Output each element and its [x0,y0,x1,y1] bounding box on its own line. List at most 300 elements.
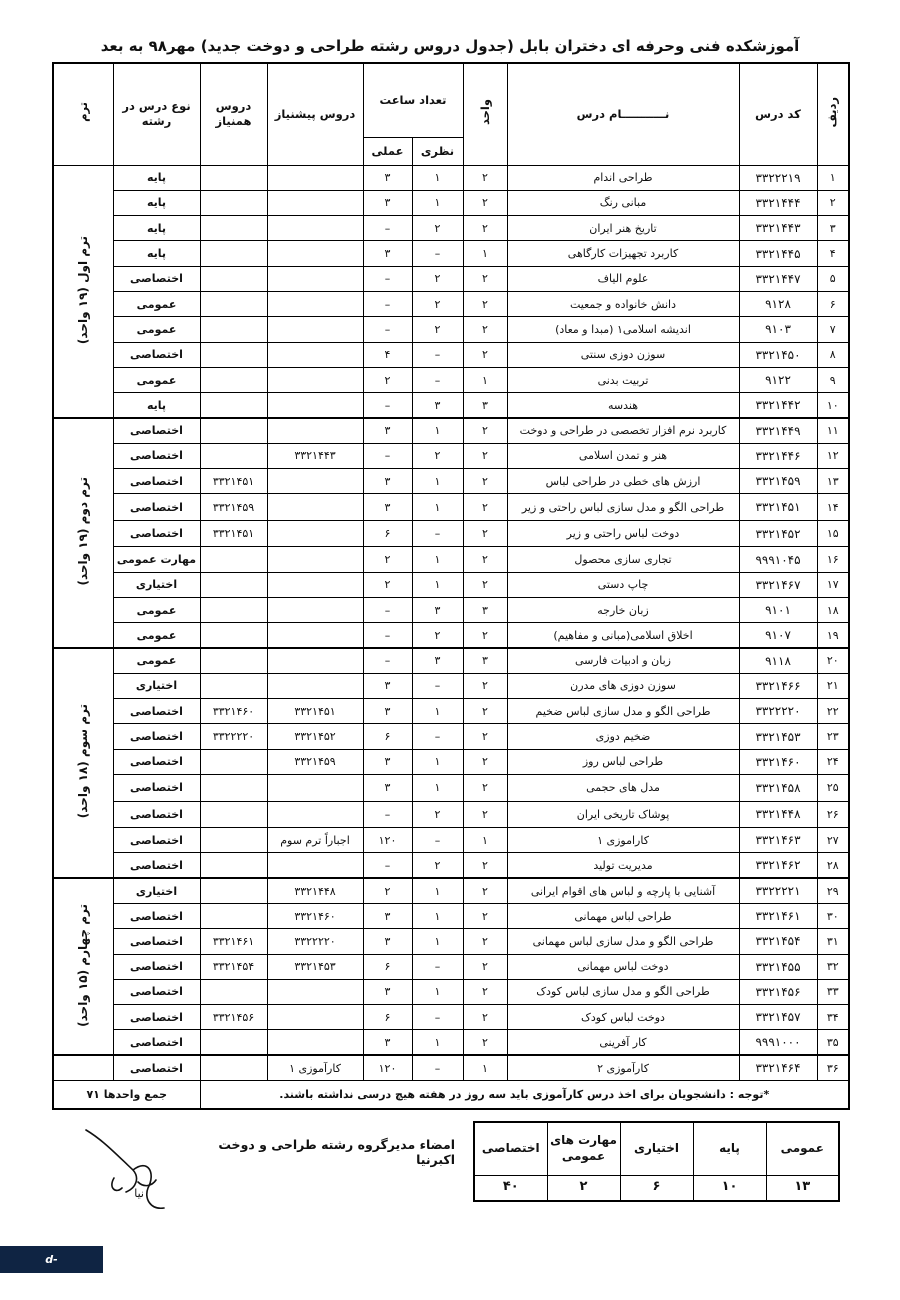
cell-prereq [267,342,363,367]
cell-practical: – [363,317,412,342]
cell-no: ۸ [817,342,849,367]
cell-units: ۲ [463,494,507,521]
cell-units: ۳ [463,393,507,418]
units-summary-table [473,1121,840,1202]
cell-code: ۳۳۲۱۴۴۹ [739,418,817,443]
summary-value: ۱۳ [766,1175,839,1201]
cell-units: ۲ [463,903,507,928]
cell-theory: ۱ [412,418,463,443]
cell-practical: – [363,597,412,622]
cell-code: ۹۱۰۳ [739,317,817,342]
cell-name: چاپ دستی [507,572,739,597]
cell-practical: ۱۲۰ [363,1055,412,1080]
header-hours: تعداد ساعت [363,63,463,137]
table-row [53,749,849,774]
cell-prereq [267,216,363,241]
table-row [53,878,849,903]
cell-prereq: ۳۳۲۱۴۴۸ [267,878,363,903]
cell-name: کاربرد تجهیزات کارگاهی [507,241,739,266]
cell-theory: ۱ [412,1030,463,1055]
cell-prereq [267,572,363,597]
cell-type: اختیاری [113,572,200,597]
cell-practical: ۲ [363,547,412,572]
cell-theory: – [412,367,463,392]
cell-prereq [267,648,363,673]
cell-theory: ۳ [412,648,463,673]
cell-no: ۱۶ [817,547,849,572]
cell-type: اختصاصی [113,828,200,853]
cell-coreq: ۳۳۲۱۴۵۱ [200,469,267,494]
cell-practical: ۳ [363,469,412,494]
table-row [53,673,849,698]
cell-theory: ۱ [412,903,463,928]
note-text: *توجه : دانشجویان برای اخذ درس کارآموزی باید سه روز در هفته هیچ درسی نداشته باشند. [200,1081,849,1109]
summary-label: اختیاری [620,1122,693,1175]
cell-type: اختصاصی [113,266,200,291]
cell-prereq [267,775,363,802]
cell-theory: ۱ [412,547,463,572]
cell-practical: – [363,623,412,648]
cell-units: ۲ [463,317,507,342]
cell-type: عمومی [113,597,200,622]
summary-label: عمومی [766,1122,839,1175]
summary-value: ۱۰ [693,1175,766,1201]
cell-no: ۱۳ [817,469,849,494]
cell-name: دوخت لباس کودک [507,1005,739,1030]
cell-code: ۳۳۲۱۴۵۹ [739,469,817,494]
cell-code: ۳۳۲۲۲۲۰ [739,699,817,724]
cell-units: ۳ [463,597,507,622]
cell-prereq [267,393,363,418]
cell-prereq [267,597,363,622]
header-row-no: ردیف [817,63,849,165]
cell-theory: ۲ [412,317,463,342]
table-row [53,903,849,928]
cell-units: ۲ [463,547,507,572]
cell-practical: – [363,266,412,291]
cell-units: ۲ [463,801,507,828]
cell-practical: ۳ [363,494,412,521]
cell-name: دوخت لباس مهمانی [507,954,739,979]
cell-type: اختصاصی [113,1030,200,1055]
cell-code: ۳۳۲۱۴۵۲ [739,520,817,547]
table-row [53,648,849,673]
cell-coreq [200,342,267,367]
cell-no: ۶ [817,291,849,316]
cell-name: اندیشه اسلامی۱ (مبدا و معاد) [507,317,739,342]
cell-theory: ۳ [412,597,463,622]
cell-units: ۲ [463,418,507,443]
cell-practical: ۲ [363,367,412,392]
cell-units: ۲ [463,673,507,698]
cell-type: پایه [113,165,200,190]
cell-practical: – [363,216,412,241]
cell-code: ۳۳۲۱۴۶۶ [739,673,817,698]
header-coreq: دروس همنیاز [200,63,267,165]
cell-type: اختصاصی [113,342,200,367]
handwritten-signature [78,1118,188,1218]
cell-no: ۳ [817,216,849,241]
cell-theory: – [412,342,463,367]
cell-prereq [267,520,363,547]
cell-coreq [200,828,267,853]
cell-theory: ۱ [412,572,463,597]
cell-type: مهارت عمومی [113,547,200,572]
cell-theory: – [412,828,463,853]
cell-code: ۹۱۲۲ [739,367,817,392]
cell-units: ۲ [463,853,507,878]
cell-name: کاراموزی ۱ [507,828,739,853]
site-watermark: d-babol.nus.ac.ir [0,1246,103,1273]
cell-units: ۲ [463,572,507,597]
cell-units: ۲ [463,749,507,774]
cell-practical: ۳ [363,699,412,724]
cell-coreq [200,1030,267,1055]
header-practical: عملی [363,137,412,165]
cell-coreq [200,216,267,241]
cell-coreq [200,775,267,802]
summary-label: مهارت های عمومی [547,1122,620,1175]
table-row [53,775,849,802]
cell-type: اختیاری [113,673,200,698]
cell-coreq [200,597,267,622]
cell-code: ۳۳۲۱۴۶۱ [739,903,817,928]
cell-theory: ۲ [412,266,463,291]
table-row [53,367,849,392]
semester-label: ترم دوم (۱۹ واحد) [53,418,113,648]
cell-no: ۲۳ [817,724,849,749]
table-row [53,266,849,291]
table-row [53,699,849,724]
table-row [53,317,849,342]
cell-units: ۱ [463,367,507,392]
cell-code: ۳۳۲۱۴۶۳ [739,828,817,853]
cell-practical: – [363,393,412,418]
cell-units: ۱ [463,241,507,266]
cell-theory: – [412,724,463,749]
semester-label: ترم سوم (۱۸ واحد) [53,648,113,878]
cell-type: اختصاصی [113,903,200,928]
cell-no: ۱۵ [817,520,849,547]
cell-no: ۳۴ [817,1005,849,1030]
header-semester: ترم [53,63,113,165]
cell-no: ۳۶ [817,1055,849,1080]
cell-code: ۹۱۱۸ [739,648,817,673]
cell-no: ۹ [817,367,849,392]
cell-practical: ۳ [363,190,412,215]
cell-no: ۳۵ [817,1030,849,1055]
cell-name: ارزش های خطی در طراحی لباس [507,469,739,494]
cell-name: علوم الیاف [507,266,739,291]
cell-theory: ۱ [412,929,463,954]
cell-type: اختصاصی [113,699,200,724]
cell-no: ۲۹ [817,878,849,903]
cell-type: اختصاصی [113,775,200,802]
table-row [53,1055,849,1080]
cell-name: هنر و تمدن اسلامی [507,443,739,468]
cell-code: ۳۳۲۱۴۶۴ [739,1055,817,1080]
cell-prereq [267,291,363,316]
cell-practical: ۳ [363,418,412,443]
table-row [53,190,849,215]
cell-prereq [267,801,363,828]
cell-code: ۳۳۲۱۴۴۷ [739,266,817,291]
cell-type: اختیاری [113,878,200,903]
cell-units: ۲ [463,1005,507,1030]
cell-name: کارآموزی ۲ [507,1055,739,1080]
cell-type: عمومی [113,367,200,392]
cell-theory: ۱ [412,699,463,724]
summary-value: ۴۰ [474,1175,547,1201]
cell-coreq [200,623,267,648]
cell-type: اختصاصی [113,853,200,878]
header-type: نوع درس در رشته [113,63,200,165]
header-name: نـــــــــــام درس [507,63,739,165]
cell-prereq [267,1005,363,1030]
cell-coreq [200,979,267,1004]
cell-code: ۳۳۲۲۲۱۹ [739,165,817,190]
cell-type: اختصاصی [113,724,200,749]
cell-coreq: ۳۳۲۱۴۶۰ [200,699,267,724]
cell-name: دوخت لباس راحتی و زیر [507,520,739,547]
cell-theory: ۲ [412,443,463,468]
cell-code: ۳۳۲۱۴۵۳ [739,724,817,749]
cell-name: تربیت بدنی [507,367,739,392]
cell-practical: ۳ [363,1030,412,1055]
cell-no: ۳۳ [817,979,849,1004]
cell-prereq [267,547,363,572]
cell-coreq: ۳۳۲۱۴۶۱ [200,929,267,954]
cell-units: ۲ [463,266,507,291]
cell-coreq [200,291,267,316]
cell-name: طراحی الگو و مدل سازی لباس مهمانی [507,929,739,954]
cell-theory: ۳ [412,393,463,418]
cell-practical: – [363,801,412,828]
cell-type: پایه [113,190,200,215]
cell-name: مبانی رنگ [507,190,739,215]
cell-coreq [200,673,267,698]
cell-theory: ۱ [412,979,463,1004]
svg-text:نیا: نیا [134,1187,144,1200]
cell-name: طراحی لباس روز [507,749,739,774]
cell-coreq: ۳۳۲۱۴۵۹ [200,494,267,521]
cell-theory: – [412,520,463,547]
cell-theory: ۱ [412,165,463,190]
cell-no: ۲۶ [817,801,849,828]
cell-coreq [200,648,267,673]
cell-type: اختصاصی [113,469,200,494]
cell-prereq [267,266,363,291]
cell-name: مدل های حجمی [507,775,739,802]
cell-code: ۹۱۰۱ [739,597,817,622]
cell-code: ۳۳۲۱۴۶۰ [739,749,817,774]
summary-label: پایه [693,1122,766,1175]
cell-practical: ۲ [363,878,412,903]
cell-prereq [267,317,363,342]
cell-units: ۲ [463,520,507,547]
cell-prereq [267,623,363,648]
cell-type: اختصاصی [113,494,200,521]
cell-theory: ۲ [412,216,463,241]
cell-units: ۲ [463,623,507,648]
cell-units: ۲ [463,929,507,954]
note-row [53,1081,849,1109]
cell-units: ۲ [463,342,507,367]
cell-theory: ۲ [412,291,463,316]
cell-coreq: ۳۳۲۱۴۵۴ [200,954,267,979]
cell-units: ۲ [463,1030,507,1055]
cell-type: اختصاصی [113,929,200,954]
cell-prereq: ۳۳۲۱۴۵۲ [267,724,363,749]
header-theory: نظری [412,137,463,165]
cell-prereq [267,469,363,494]
cell-practical: – [363,853,412,878]
cell-practical: ۳ [363,929,412,954]
cell-prereq: اجباراً ترم سوم [267,828,363,853]
table-row [53,929,849,954]
cell-name: دانش خانواده و جمعیت [507,291,739,316]
cell-theory: ۱ [412,190,463,215]
cell-name: سوزن دوزی سنتی [507,342,739,367]
semester-label: ترم چهارم (۱۵ واحد) [53,878,113,1055]
cell-coreq [200,443,267,468]
cell-prereq [267,494,363,521]
cell-code: ۳۳۲۱۴۴۲ [739,393,817,418]
cell-units: ۲ [463,724,507,749]
table-row [53,547,849,572]
cell-no: ۲۲ [817,699,849,724]
cell-practical: ۶ [363,954,412,979]
cell-coreq [200,749,267,774]
cell-prereq [267,853,363,878]
semester-empty [53,1055,113,1080]
table-row [53,724,849,749]
cell-prereq [267,241,363,266]
cell-type: عمومی [113,317,200,342]
cell-units: ۲ [463,954,507,979]
cell-units: ۱ [463,828,507,853]
cell-practical: ۳ [363,749,412,774]
table-row [53,418,849,443]
semester-label: ترم اول (۱۹ واحد) [53,165,113,418]
cell-name: تاریخ هنر ایران [507,216,739,241]
cell-type: پایه [113,393,200,418]
cell-name: طراحی اندام [507,165,739,190]
summary-value: ۶ [620,1175,693,1201]
table-row [53,291,849,316]
cell-no: ۵ [817,266,849,291]
table-row [53,1030,849,1055]
cell-type: اختصاصی [113,443,200,468]
cell-units: ۲ [463,878,507,903]
cell-type: اختصاصی [113,1055,200,1080]
cell-no: ۱۷ [817,572,849,597]
cell-prereq: ۳۳۲۱۴۶۰ [267,903,363,928]
cell-code: ۳۳۲۱۴۴۵ [739,241,817,266]
cell-code: ۳۳۲۱۴۵۷ [739,1005,817,1030]
cell-theory: – [412,954,463,979]
cell-code: ۳۳۲۱۴۵۰ [739,342,817,367]
cell-type: اختصاصی [113,520,200,547]
cell-theory: ۱ [412,494,463,521]
cell-type: اختصاصی [113,749,200,774]
cell-type: اختصاصی [113,801,200,828]
cell-practical: ۳ [363,241,412,266]
cell-coreq [200,266,267,291]
cell-no: ۱۰ [817,393,849,418]
total-units: جمع واحدها ۷۱ [53,1081,200,1109]
header-units: واحد [463,63,507,165]
cell-no: ۱ [817,165,849,190]
cell-units: ۲ [463,216,507,241]
cell-units: ۱ [463,1055,507,1080]
cell-coreq [200,190,267,215]
cell-units: ۲ [463,443,507,468]
cell-coreq: ۳۳۲۱۴۵۶ [200,1005,267,1030]
summary-labels-row [474,1122,839,1175]
table-row [53,623,849,648]
cell-coreq [200,418,267,443]
cell-name: سوزن دوزی های مدرن [507,673,739,698]
cell-prereq [267,165,363,190]
cell-units: ۳ [463,648,507,673]
cell-type: اختصاصی [113,954,200,979]
cell-units: ۲ [463,190,507,215]
cell-theory: – [412,673,463,698]
cell-prereq: ۳۳۲۱۴۵۳ [267,954,363,979]
table-row [53,979,849,1004]
cell-no: ۲۱ [817,673,849,698]
cell-units: ۲ [463,291,507,316]
cell-practical: ۴ [363,342,412,367]
cell-code: ۳۳۲۱۴۴۸ [739,801,817,828]
table-row [53,597,849,622]
cell-prereq: ۳۳۲۲۲۲۰ [267,929,363,954]
cell-coreq [200,547,267,572]
cell-prereq: ۳۳۲۱۴۵۹ [267,749,363,774]
cell-name: تجاری سازی محصول [507,547,739,572]
cell-units: ۲ [463,469,507,494]
cell-no: ۲۷ [817,828,849,853]
header-prereq: دروس پیشنیاز [267,63,363,165]
signature-label: امضاء مدیرگروه رشته طراحی و دوخت اکبرنیا [218,1137,455,1167]
cell-theory: ۱ [412,469,463,494]
cell-type: اختصاصی [113,418,200,443]
cell-no: ۴ [817,241,849,266]
cell-type: پایه [113,216,200,241]
cell-name: اخلاق اسلامی(مبانی و مفاهیم) [507,623,739,648]
table-row [53,165,849,190]
table-row [53,828,849,853]
cell-coreq [200,801,267,828]
cell-coreq [200,241,267,266]
cell-no: ۱۹ [817,623,849,648]
table-row [53,241,849,266]
cell-no: ۳۲ [817,954,849,979]
table-row [53,1005,849,1030]
cell-name: طراحی لباس مهمانی [507,903,739,928]
cell-theory: – [412,241,463,266]
cell-coreq: ۳۳۲۱۴۵۱ [200,520,267,547]
cell-prereq [267,1030,363,1055]
cell-prereq: ۳۳۲۱۴۴۳ [267,443,363,468]
table-row [53,342,849,367]
table-row [53,572,849,597]
cell-name: طراحی الگو و مدل سازی لباس ضخیم [507,699,739,724]
cell-prereq [267,979,363,1004]
cell-practical: ۶ [363,1005,412,1030]
cell-practical: ۳ [363,979,412,1004]
